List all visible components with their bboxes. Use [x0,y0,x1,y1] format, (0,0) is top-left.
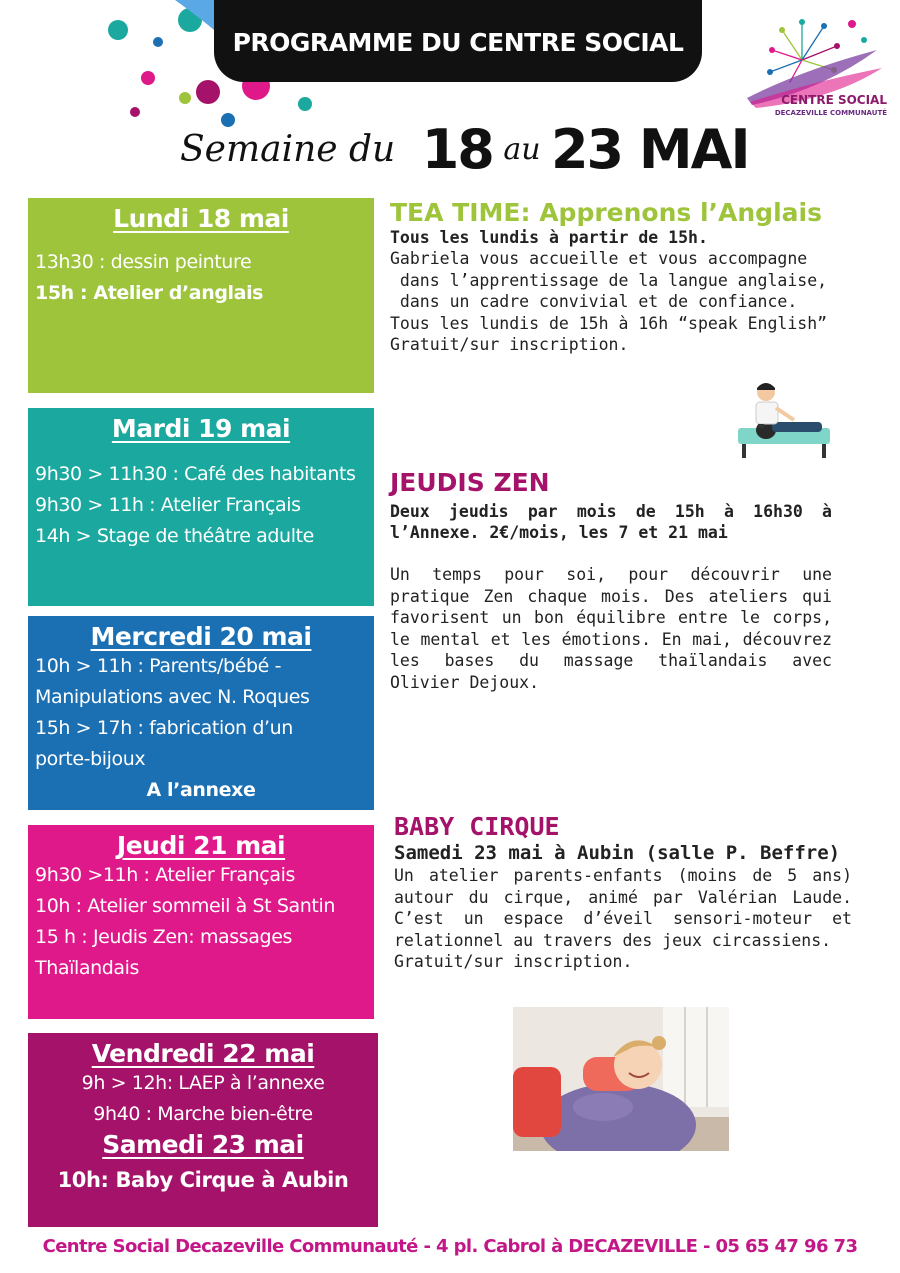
schedule-line: porte-bijoux [35,748,146,770]
footer-contact: Centre Social Decazeville Communauté - 4 pl. Cabrol à DECAZEVILLE - 05 65 47 96 73 [42,1236,858,1257]
day-box-vendredi [28,1033,378,1227]
day-box-mercredi [28,616,374,810]
day-title-jeudi: Jeudi 21 mai [116,831,286,860]
week-end: 23 MAI [550,118,749,181]
day-box-jeudi [28,825,374,1019]
tea-time-heading: TEA TIME: Apprenons l’Anglais [390,198,822,227]
schedule-line: 10h : Atelier sommeil à St Santin [35,895,335,917]
jeudis-zen-subheading: Deux jeudis par mois de 15h à 16h30 à l’Annexe. 2€/mois, les 7 et 21 mai [390,502,832,542]
schedule-line: 15h > 17h : fabrication d’un [35,717,293,739]
jeudis-zen-text: Un temps pour soi, pour découvrir une pratique Zen chaque mois. Des ateliers qui favorisent un bon équilibre entre le corps, le mental et les émotions. En mai, découvrez les bases du massage thaïlandais avec Olivier Dejoux. [390,565,832,692]
jeudis-zen-section [390,468,832,693]
tea-time-line: Gratuit/sur inscription. [390,335,629,354]
schedule-line: 9h30 >11h : Atelier Français [35,864,295,886]
baby-cirque-subheading: Samedi 23 mai à Aubin (salle P. Beffre) [394,842,841,864]
schedule-line: Thaïlandais [35,957,140,979]
schedule-line: 9h > 12h: LAEP à l’annexe [81,1072,325,1094]
tea-time-subheading: Tous les lundis à partir de 15h. [390,228,708,247]
baby-cirque-section [394,812,852,973]
jeudis-zen-heading: JEUDIS ZEN [390,468,550,497]
baby-cirque-text: Un atelier parents-enfants (moins de 5 ans) autour du cirque, animé par Valérian Laude. C’est un espace d’éveil sensori-moteur et relationnel au travers des jeux circassiens. [394,866,852,950]
schedule-line: 13h30 : dessin peinture [35,251,252,273]
day-title-vendredi: Vendredi 22 mai [91,1039,315,1068]
week-prefix: Semaine du [180,129,396,170]
schedule-line: 14h > Stage de théâtre adulte [35,525,314,547]
schedule-line: 9h30 > 11h30 : Café des habitants [35,463,356,485]
baby-cirque-heading: BABY CIRQUE [394,812,560,841]
tea-time-line: Tous les lundis de 15h à 16h “speak English” [390,313,828,333]
tea-time-section [390,198,840,356]
day-title-mercredi: Mercredi 20 mai [90,622,312,651]
logo-text [742,94,887,120]
baby-photo [513,1007,729,1151]
day-box-lundi [28,198,374,393]
schedule-line: 15h : Atelier d’anglais [35,282,264,304]
logo-name: CENTRE SOCIAL [781,93,887,107]
schedule-line: 15 h : Jeudis Zen: massages [35,926,292,948]
schedule-line: 9h30 > 11h : Atelier Français [35,494,301,516]
schedule-line: Manipulations avec N. Roques [35,686,310,708]
program-banner: PROGRAMME DU CENTRE SOCIAL [214,0,702,82]
logo-subname: DECAZEVILLE COMMUNAUTÉ [774,109,887,117]
tea-time-line: dans un cadre convivial et de confiance. [390,292,798,311]
day-box-mardi [28,408,374,606]
schedule-line: 10h: Baby Cirque à Aubin [57,1168,349,1192]
day-title-lundi: Lundi 18 mai [113,204,289,233]
tea-time-line: Gabriela vous accueille et vous accompagne [390,249,808,268]
baby-cirque-note: Gratuit/sur inscription. [394,952,633,971]
location-note: A l’annexe [146,779,256,801]
schedule-line: 9h40 : Marche bien-être [93,1103,313,1125]
day-title-mardi: Mardi 19 mai [111,414,291,443]
massage-illustration [732,378,834,460]
day-title-samedi: Samedi 23 mai [102,1130,304,1159]
week-title [180,118,749,190]
tea-time-line: dans l’apprentissage de la langue anglaise, [390,270,828,290]
schedule-line: 10h > 11h : Parents/bébé - [35,655,282,677]
week-start: 18 [421,118,493,181]
week-middle: au [503,132,541,167]
